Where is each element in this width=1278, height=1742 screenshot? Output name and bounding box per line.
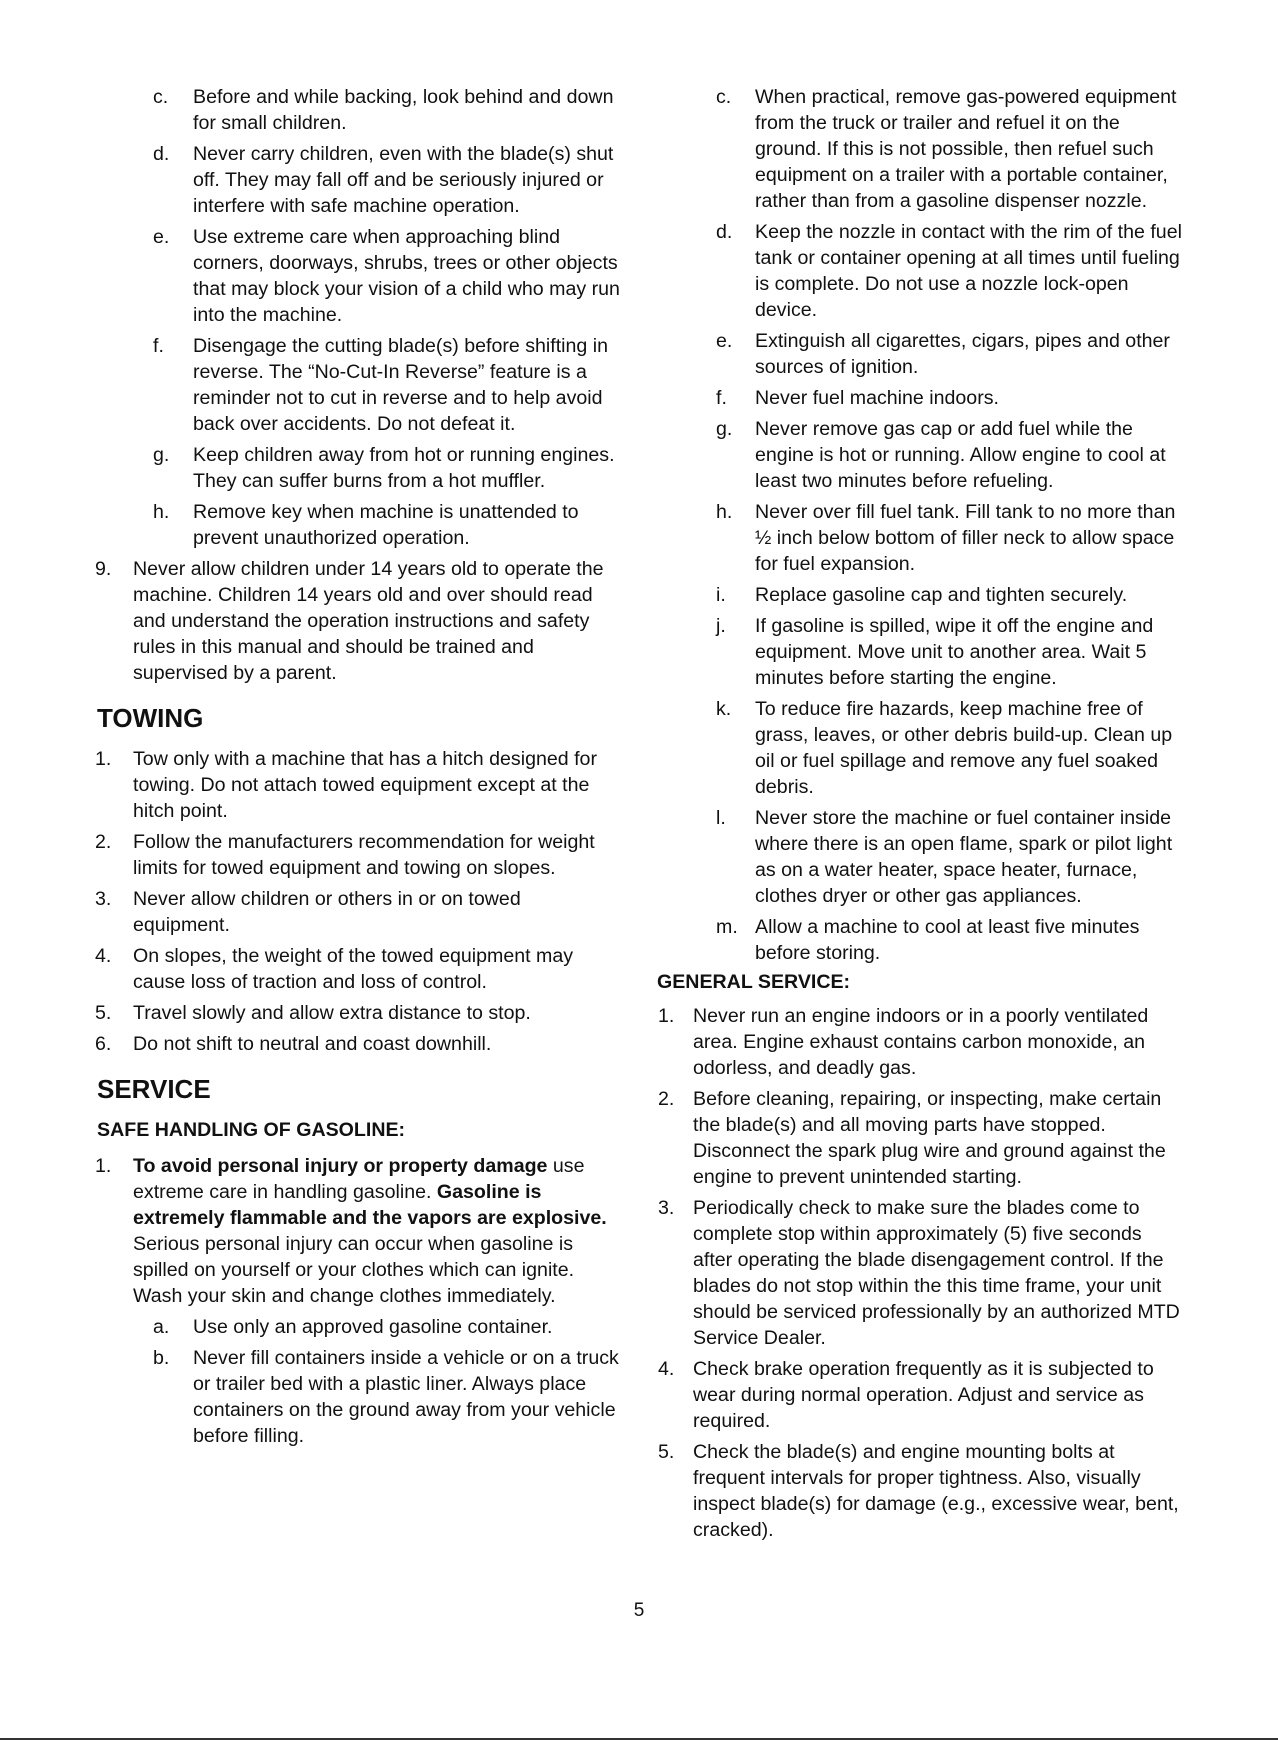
list-item: h. Remove key when machine is unattended to prevent unauthorized operation. xyxy=(153,501,579,549)
gasoline-heading: SAFE HANDLING OF GASOLINE: xyxy=(97,1119,406,1141)
bottom-divider xyxy=(0,1738,1278,1740)
list-item: 2. Follow the manufacturers recommendation for weight limits for towed equipment and towing on slopes. xyxy=(95,831,595,879)
list-item-text: Never over fill fuel tank. Fill tank to no more than ½ inch below bottom of filler neck to allow space for fuel expansion. xyxy=(755,501,1176,575)
list-item: 1. Tow only with a machine that has a hitch designed for towing. Do not attach towed equipment except at the hitch point. xyxy=(95,748,597,822)
list-item-text: Use only an approved gasoline container. xyxy=(193,1316,553,1338)
list-item-text: Do not shift to neutral and coast downhill. xyxy=(133,1033,492,1055)
list-item: k. To reduce fire hazards, keep machine free of grass, leaves, or other debris build-up. Clean up oil or fuel spillage and remove any fuel soaked debris. xyxy=(716,698,1173,798)
list-item-text: Before cleaning, repairing, or inspecting, make certain the blade(s) and all moving parts have stopped. Disconnect the spark plug wire and ground against the engine to prevent unintended starting. xyxy=(693,1088,1166,1188)
list-item: b. Never fill containers inside a vehicle or on a truck or trailer bed with a plastic liner. Always place containers on the ground away from your vehicle before filling. xyxy=(153,1347,619,1447)
list-item-text: Use extreme care when approaching blind corners, doorways, shrubs, trees or other objects that may block your vision of a child who may run into the machine. xyxy=(193,226,620,326)
list-item-text: Serious personal injury can occur when gasoline is spilled on yourself or your clothes which can ignite. Wash your skin and change clothes immediately. xyxy=(133,1233,575,1307)
list-item: 3. Periodically check to make sure the blades come to complete stop within approximately (5) five seconds after operating the blade disengagement control. If the blades do not stop within the this time frame, your unit should be serviced professionally by an authorized MTD Service Dealer. xyxy=(658,1197,1180,1349)
left-column xyxy=(93,84,623,1454)
right-column xyxy=(656,84,1186,1548)
list-item-text: Allow a machine to cool at least five minutes before storing. xyxy=(755,916,1140,964)
list-item-text: On slopes, the weight of the towed equipment may cause loss of traction and loss of control. xyxy=(133,945,574,993)
list-item: m. Allow a machine to cool at least five minutes before storing. xyxy=(716,916,1140,964)
list-item-text: Never fill containers inside a vehicle or on a truck or trailer bed with a plastic liner. Always place containers on the ground away from your vehicle before filling. xyxy=(193,1347,619,1447)
list-item-text: use extreme care in handling gasoline. xyxy=(133,1155,585,1203)
list-item-text: Travel slowly and allow extra distance to stop. xyxy=(133,1002,531,1024)
list-item: l. Never store the machine or fuel container inside where there is an open flame, spark or pilot light as on a water heater, space heater, furnace, clothes dryer or other gas appliances. xyxy=(716,807,1173,907)
list-item-text: Periodically check to make sure the blades come to complete stop within approximately (5) five seconds after operating the blade disengagement control. If the blades do not stop within the this time frame, your unit should be serviced professionally by an authorized MTD Service Dealer. xyxy=(693,1197,1180,1349)
list-item-text: Never allow children or others in or on towed equipment. xyxy=(133,888,521,936)
list-item: a. Use only an approved gasoline container. xyxy=(153,1316,553,1338)
list-item-text: Never allow children under 14 years old to operate the machine. Children 14 years old and over should read and understand the operation instructions and safety rules in this manual and should be trained and supervised by a parent. xyxy=(133,558,604,684)
list-item: 3. Never allow children or others in or on towed equipment. xyxy=(95,888,521,936)
list-item-text: Check brake operation frequently as it is subjected to wear during normal operation. Adjust and service as required. xyxy=(693,1358,1154,1432)
list-item: g. Never remove gas cap or add fuel while the engine is hot or running. Allow engine to cool at least two minutes before refueling. xyxy=(716,418,1166,492)
warning-bold-text: To avoid personal injury or property damage xyxy=(133,1155,548,1177)
list-item: e. Extinguish all cigarettes, cigars, pipes and other sources of ignition. xyxy=(716,330,1170,378)
list-item-text: Never run an engine indoors or in a poorly ventilated area. Engine exhaust contains carbon monoxide, an odorless, and deadly gas. xyxy=(693,1005,1149,1079)
towing-heading: TOWING xyxy=(97,703,204,733)
list-item: g. Keep children away from hot or running engines. They can suffer burns from a hot muffler. xyxy=(153,444,615,492)
list-item: 1. Never run an engine indoors or in a poorly ventilated area. Engine exhaust contains carbon monoxide, an odorless, and deadly gas. xyxy=(658,1005,1149,1079)
list-item: 9. Never allow children under 14 years old to operate the machine. Children 14 years old and over should read and understand the operation instructions and safety rules in this manual and should be trained and supervised by a parent. xyxy=(95,558,604,684)
list-item: 5. Travel slowly and allow extra distance to stop. xyxy=(95,1002,531,1024)
list-item: 5. Check the blade(s) and engine mounting bolts at frequent intervals for proper tightness. Also, visually inspect blade(s) for damage (e.g., excessive wear, bent, cracked). xyxy=(658,1441,1179,1541)
list-item-text: To reduce fire hazards, keep machine free of grass, leaves, or other debris build-up. Clean up oil or fuel spillage and remove any fuel soaked debris. xyxy=(755,698,1173,798)
list-item-text: Disengage the cutting blade(s) before shifting in reverse. The “No-Cut-In Reverse” feature is a reminder not to cut in reverse and to help avoid back over accidents. Do not defeat it. xyxy=(193,335,608,435)
list-item-text: Keep the nozzle in contact with the rim of the fuel tank or container opening at all times until fueling is complete. Do not use a nozzle lock-open device. xyxy=(755,221,1182,321)
list-item: 6. Do not shift to neutral and coast downhill. xyxy=(95,1033,492,1055)
list-item-text: Never store the machine or fuel container inside where there is an open flame, spark or pilot light as on a water heater, space heater, furnace, clothes dryer or other gas appliances. xyxy=(755,807,1173,907)
list-item-text: Extinguish all cigarettes, cigars, pipes and other sources of ignition. xyxy=(755,330,1170,378)
list-item: h. Never over fill fuel tank. Fill tank to no more than ½ inch below bottom of filler neck to allow space for fuel expansion. xyxy=(716,501,1176,575)
list-item: c. Before and while backing, look behind and down for small children. xyxy=(153,86,614,134)
list-item-text: Follow the manufacturers recommendation for weight limits for towed equipment and towing on slopes. xyxy=(133,831,595,879)
list-item: f. Disengage the cutting blade(s) before shifting in reverse. The “No-Cut-In Reverse” feature is a reminder not to cut in reverse and to help avoid back over accidents. Do not defeat it. xyxy=(153,335,608,435)
list-item: e. Use extreme care when approaching blind corners, doorways, shrubs, trees or other objects that may block your vision of a child who may run into the machine. xyxy=(153,226,620,326)
list-item: d. Keep the nozzle in contact with the rim of the fuel tank or container opening at all times until fueling is complete. Do not use a nozzle lock-open device. xyxy=(716,221,1182,321)
list-item: i. Replace gasoline cap and tighten securely. xyxy=(716,584,1128,606)
list-item-text: Never remove gas cap or add fuel while the engine is hot or running. Allow engine to cool at least two minutes before refueling. xyxy=(755,418,1166,492)
list-item: 4. Check brake operation frequently as it is subjected to wear during normal operation. Adjust and service as required. xyxy=(658,1358,1154,1432)
page-number: 5 xyxy=(633,1600,645,1621)
list-item-text: Before and while backing, look behind and down for small children. xyxy=(193,86,614,134)
list-item: 1. To avoid personal injury or property damage use extreme care in handling gasoline. Gasoline is extremely flammable and the vapors are explosive. Serious personal injury can occur when gasoline is spilled on yourself or your clothes which can ignite. Wash your skin and change clothes immediately. xyxy=(95,1155,607,1307)
list-item-text: Keep children away from hot or running engines. They can suffer burns from a hot muffler. xyxy=(193,444,615,492)
general-service-heading: GENERAL SERVICE: xyxy=(657,971,851,993)
list-item-text: Check the blade(s) and engine mounting bolts at frequent intervals for proper tightness. Also, visually inspect blade(s) for damage (e.g., excessive wear, bent, cracked). xyxy=(693,1441,1179,1541)
list-item-text: Never carry children, even with the blade(s) shut off. They may fall off and be seriously injured or interfere with safe machine operation. xyxy=(193,143,614,217)
list-item-text: When practical, remove gas-powered equipment from the truck or trailer and refuel it on the ground. If this is not possible, then refuel such equipment on a trailer with a portable container, rather than from a gasoline dispenser nozzle. xyxy=(755,86,1177,212)
list-item: 4. On slopes, the weight of the towed equipment may cause loss of traction and loss of control. xyxy=(95,945,574,993)
list-item: 2. Before cleaning, repairing, or inspecting, make certain the blade(s) and all moving parts have stopped. Disconnect the spark plug wire and ground against the engine to prevent unintended starting. xyxy=(658,1088,1166,1188)
list-item-text: Replace gasoline cap and tighten securely. xyxy=(755,584,1128,606)
list-item-text: Never fuel machine indoors. xyxy=(755,387,999,409)
list-item-text: Tow only with a machine that has a hitch designed for towing. Do not attach towed equipment except at the hitch point. xyxy=(133,748,597,822)
list-item: f. Never fuel machine indoors. xyxy=(716,387,999,409)
list-item: d. Never carry children, even with the blade(s) shut off. They may fall off and be seriously injured or interfere with safe machine operation. xyxy=(153,143,614,217)
list-item: j. If gasoline is spilled, wipe it off the engine and equipment. Move unit to another area. Wait 5 minutes before starting the engine. xyxy=(716,615,1154,689)
list-item: c. When practical, remove gas-powered equipment from the truck or trailer and refuel it on the ground. If this is not possible, then refuel such equipment on a trailer with a portable container, rather than from a gasoline dispenser nozzle. xyxy=(716,86,1177,212)
list-item-text: If gasoline is spilled, wipe it off the engine and equipment. Move unit to another area. Wait 5 minutes before starting the engine. xyxy=(755,615,1154,689)
list-item-text: Remove key when machine is unattended to prevent unauthorized operation. xyxy=(193,501,579,549)
warning-bold-text: Gasoline is extremely flammable and the vapors are explosive. xyxy=(133,1181,607,1229)
service-heading: SERVICE xyxy=(97,1074,211,1104)
